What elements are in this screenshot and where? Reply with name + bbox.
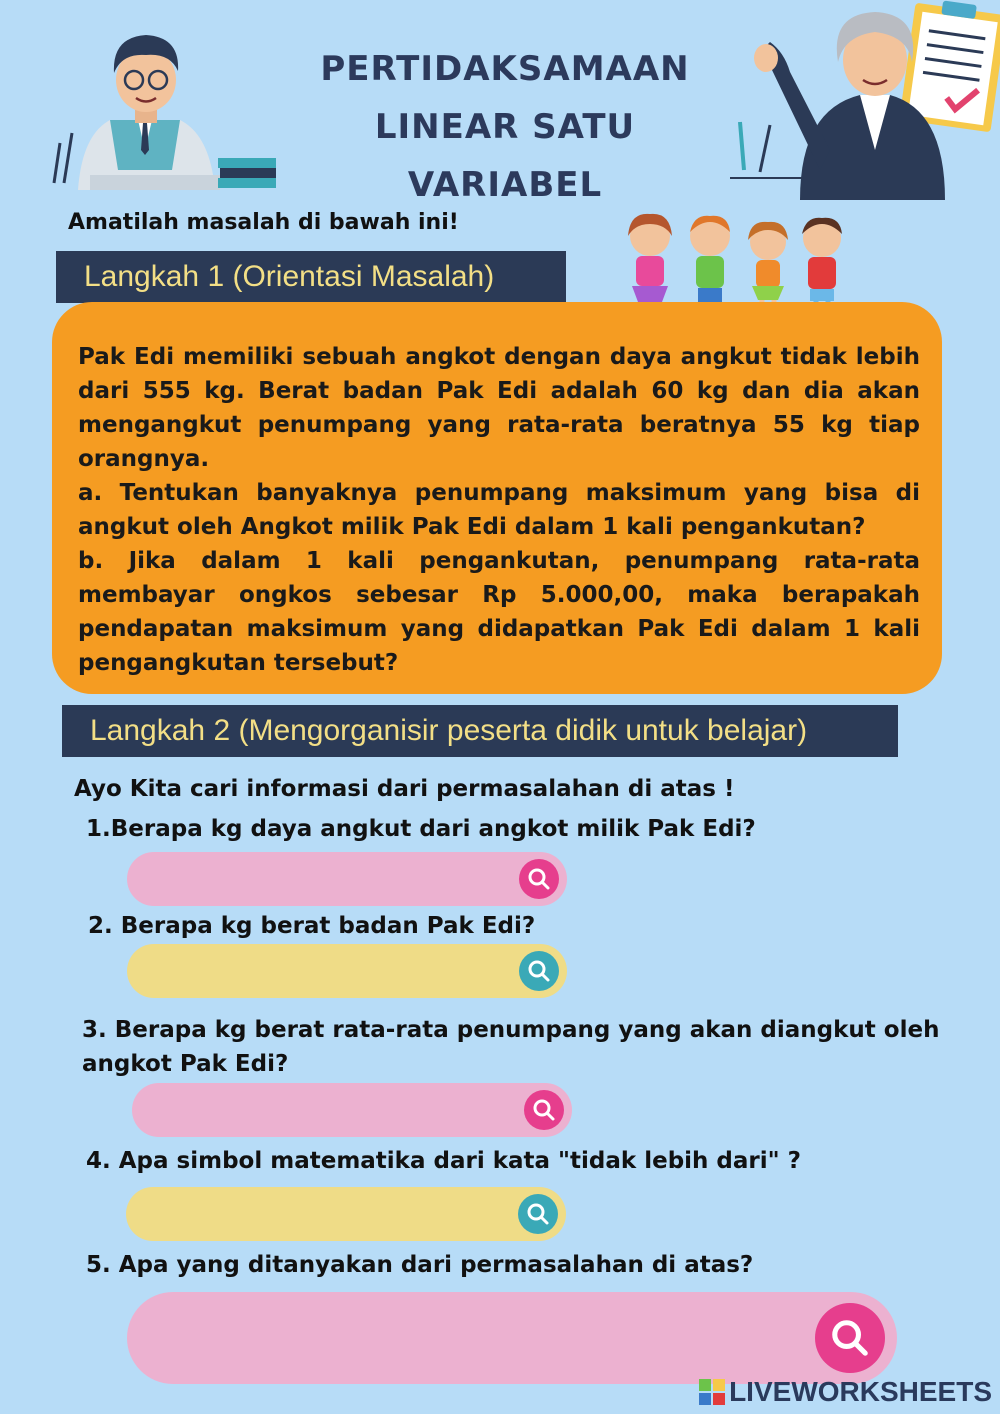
page-title: PERTIDAKSAMAAN LINEAR SATU VARIABEL — [320, 49, 690, 205]
step2-lead: Ayo Kita cari informasi dari permasalahan di atas ! — [74, 776, 735, 802]
intro-instruction: Amatilah masalah di bawah ini! — [68, 210, 459, 235]
question-4: 4. Apa simbol matematika dari kata "tidak lebih dari" ? — [86, 1148, 801, 1174]
question-2: 2. Berapa kg berat badan Pak Edi? — [88, 913, 536, 939]
search-icon[interactable] — [519, 859, 559, 899]
search-icon[interactable] — [519, 951, 559, 991]
problem-question-a: a. Tentukan banyaknya penumpang maksimum yang bisa di angkut oleh Angkot milik Pak Edi dalam 1 kali pengankutan? — [78, 480, 920, 540]
liveworksheets-logo-icon — [699, 1379, 725, 1405]
answer-field-3[interactable] — [132, 1083, 572, 1137]
question-3: 3. Berapa kg berat rata-rata penumpang yang akan diangkut oleh angkot Pak Edi? — [82, 1017, 940, 1077]
liveworksheets-logo — [699, 1376, 992, 1408]
teacher-illustration-right — [730, 0, 1000, 200]
search-icon[interactable] — [518, 1194, 558, 1234]
answer-field-1[interactable] — [127, 852, 567, 906]
liveworksheets-brand: LIVEWORKSHEETS — [729, 1376, 992, 1407]
problem-box — [52, 302, 942, 694]
question-1: 1.Berapa kg daya angkut dari angkot milik Pak Edi? — [86, 816, 756, 842]
answer-field-5[interactable] — [127, 1292, 897, 1384]
answer-field-2[interactable] — [127, 944, 567, 998]
search-icon[interactable] — [815, 1303, 885, 1373]
question-5: 5. Apa yang ditanyakan dari permasalahan di atas? — [86, 1252, 754, 1278]
problem-question-b: b. Jika dalam 1 kali pengankutan, penumpang rata-rata membayar ongkos sebesar Rp 5.000,00, maka berapakah pendapatan maksimum yang didapatkan Pak Edi dalam 1 kali pengangkutan tersebut? — [78, 548, 920, 676]
teacher-illustration-left — [50, 25, 285, 190]
answer-field-4[interactable] — [126, 1187, 566, 1241]
search-icon[interactable] — [524, 1090, 564, 1130]
problem-statement: Pak Edi memiliki sebuah angkot dengan daya angkut tidak lebih dari 555 kg. Berat badan Pak Edi adalah 60 kg dan dia akan mengangkut penumpang yang rata-rata beratnya 55 kg tiap orangnya. — [78, 344, 920, 472]
step2-heading: Langkah 2 (Mengorganisir peserta didik untuk belajar) — [62, 705, 898, 757]
step1-heading: Langkah 1 (Orientasi Masalah) — [56, 251, 566, 303]
